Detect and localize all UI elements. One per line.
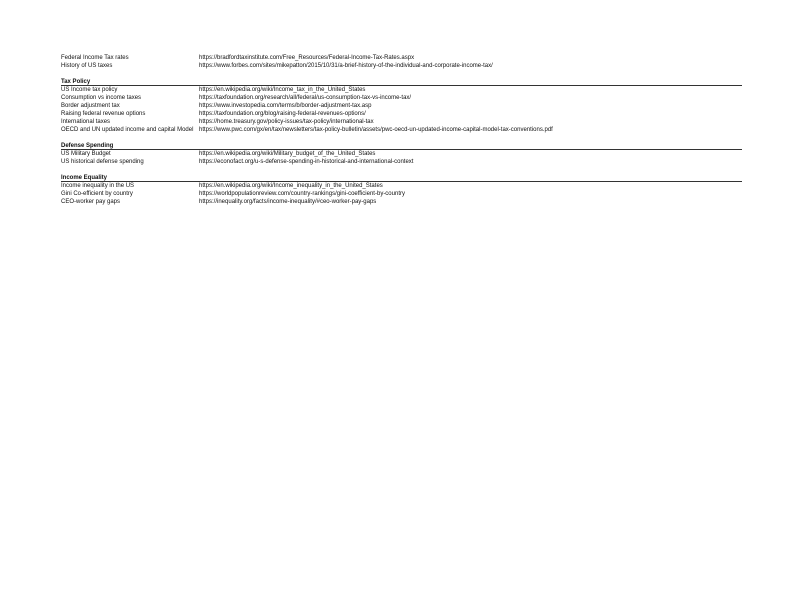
section-heading-income-equality: Income Equality	[61, 174, 742, 182]
row-url: https://taxfoundation.org/research/all/federal/us-consumption-tax-vs-income-tax/	[199, 95, 412, 101]
spreadsheet-page	[61, 54, 742, 206]
row-url: https://www.forbes.com/sites/mikepatton/2015/10/31/a-brief-history-of-the-individual-and-corporate-income-tax/	[199, 63, 493, 69]
row-url: https://taxfoundation.org/blog/raising-federal-revenues-options/	[199, 111, 366, 117]
table-row	[61, 158, 742, 166]
table-row	[61, 198, 742, 206]
row-label: OECD and UN updated income and capital Model	[61, 127, 194, 133]
blank-row	[61, 134, 742, 142]
row-url: https://home.treasury.gov/policy-issues/tax-policy/international-tax	[199, 119, 374, 125]
row-label: History of US taxes	[61, 63, 113, 69]
row-label: Border adjustment tax	[61, 103, 120, 109]
row-url: https://econofact.org/u-s-defense-spending-in-historical-and-international-context	[199, 159, 414, 165]
row-label: US Income tax policy	[61, 87, 118, 93]
row-url: https://bradfordtaxinstitute.com/Free_Resources/Federal-Income-Tax-Rates.aspx	[199, 55, 415, 61]
row-url: https://www.pwc.com/gx/en/tax/newsletters/tax-policy-bulletin/assets/pwc-oecd-un-updated-income-capital-model-tax-conventions.pdf	[199, 127, 553, 133]
table-row	[61, 62, 742, 70]
table-row	[61, 182, 742, 190]
row-label: Federal Income Tax rates	[61, 55, 129, 61]
table-row	[61, 118, 742, 126]
table-row	[61, 102, 742, 110]
row-label: Raising federal revenue options	[61, 111, 146, 117]
table-row	[61, 150, 742, 158]
row-label: Gini Co-efficient by country	[61, 191, 133, 197]
row-url: https://worldpopulationreview.com/country-rankings/gini-coefficient-by-country	[199, 191, 405, 197]
row-label: Consumption vs income taxes	[61, 95, 142, 101]
row-url: https://en.wikipedia.org/wiki/Income_tax_in_the_United_States	[199, 87, 366, 93]
blank-row	[61, 166, 742, 174]
section-heading-defense-spending: Defense Spending	[61, 142, 742, 150]
table-row	[61, 126, 742, 134]
row-label: US Military Budget	[61, 151, 111, 157]
row-url: https://en.wikipedia.org/wiki/Military_budget_of_the_United_States	[199, 151, 376, 157]
row-url: https://en.wikipedia.org/wiki/Income_inequality_in_the_United_States	[199, 183, 383, 189]
table-row	[61, 54, 742, 62]
table-row	[61, 190, 742, 198]
blank-row	[61, 70, 742, 78]
section-heading-tax-policy: Tax Policy	[61, 78, 742, 86]
row-label: US historical defense spending	[61, 159, 144, 165]
table-row	[61, 110, 742, 118]
row-url: https://www.investopedia.com/terms/b/border-adjustment-tax.asp	[199, 103, 372, 109]
table-row	[61, 94, 742, 102]
row-url: https://inequality.org/facts/income-inequality/#ceo-worker-pay-gaps	[199, 199, 377, 205]
row-label: Income inequality in the US	[61, 183, 135, 189]
row-label: International taxes	[61, 119, 111, 125]
row-label: CEO-worker pay gaps	[61, 199, 121, 205]
table-row	[61, 86, 742, 94]
